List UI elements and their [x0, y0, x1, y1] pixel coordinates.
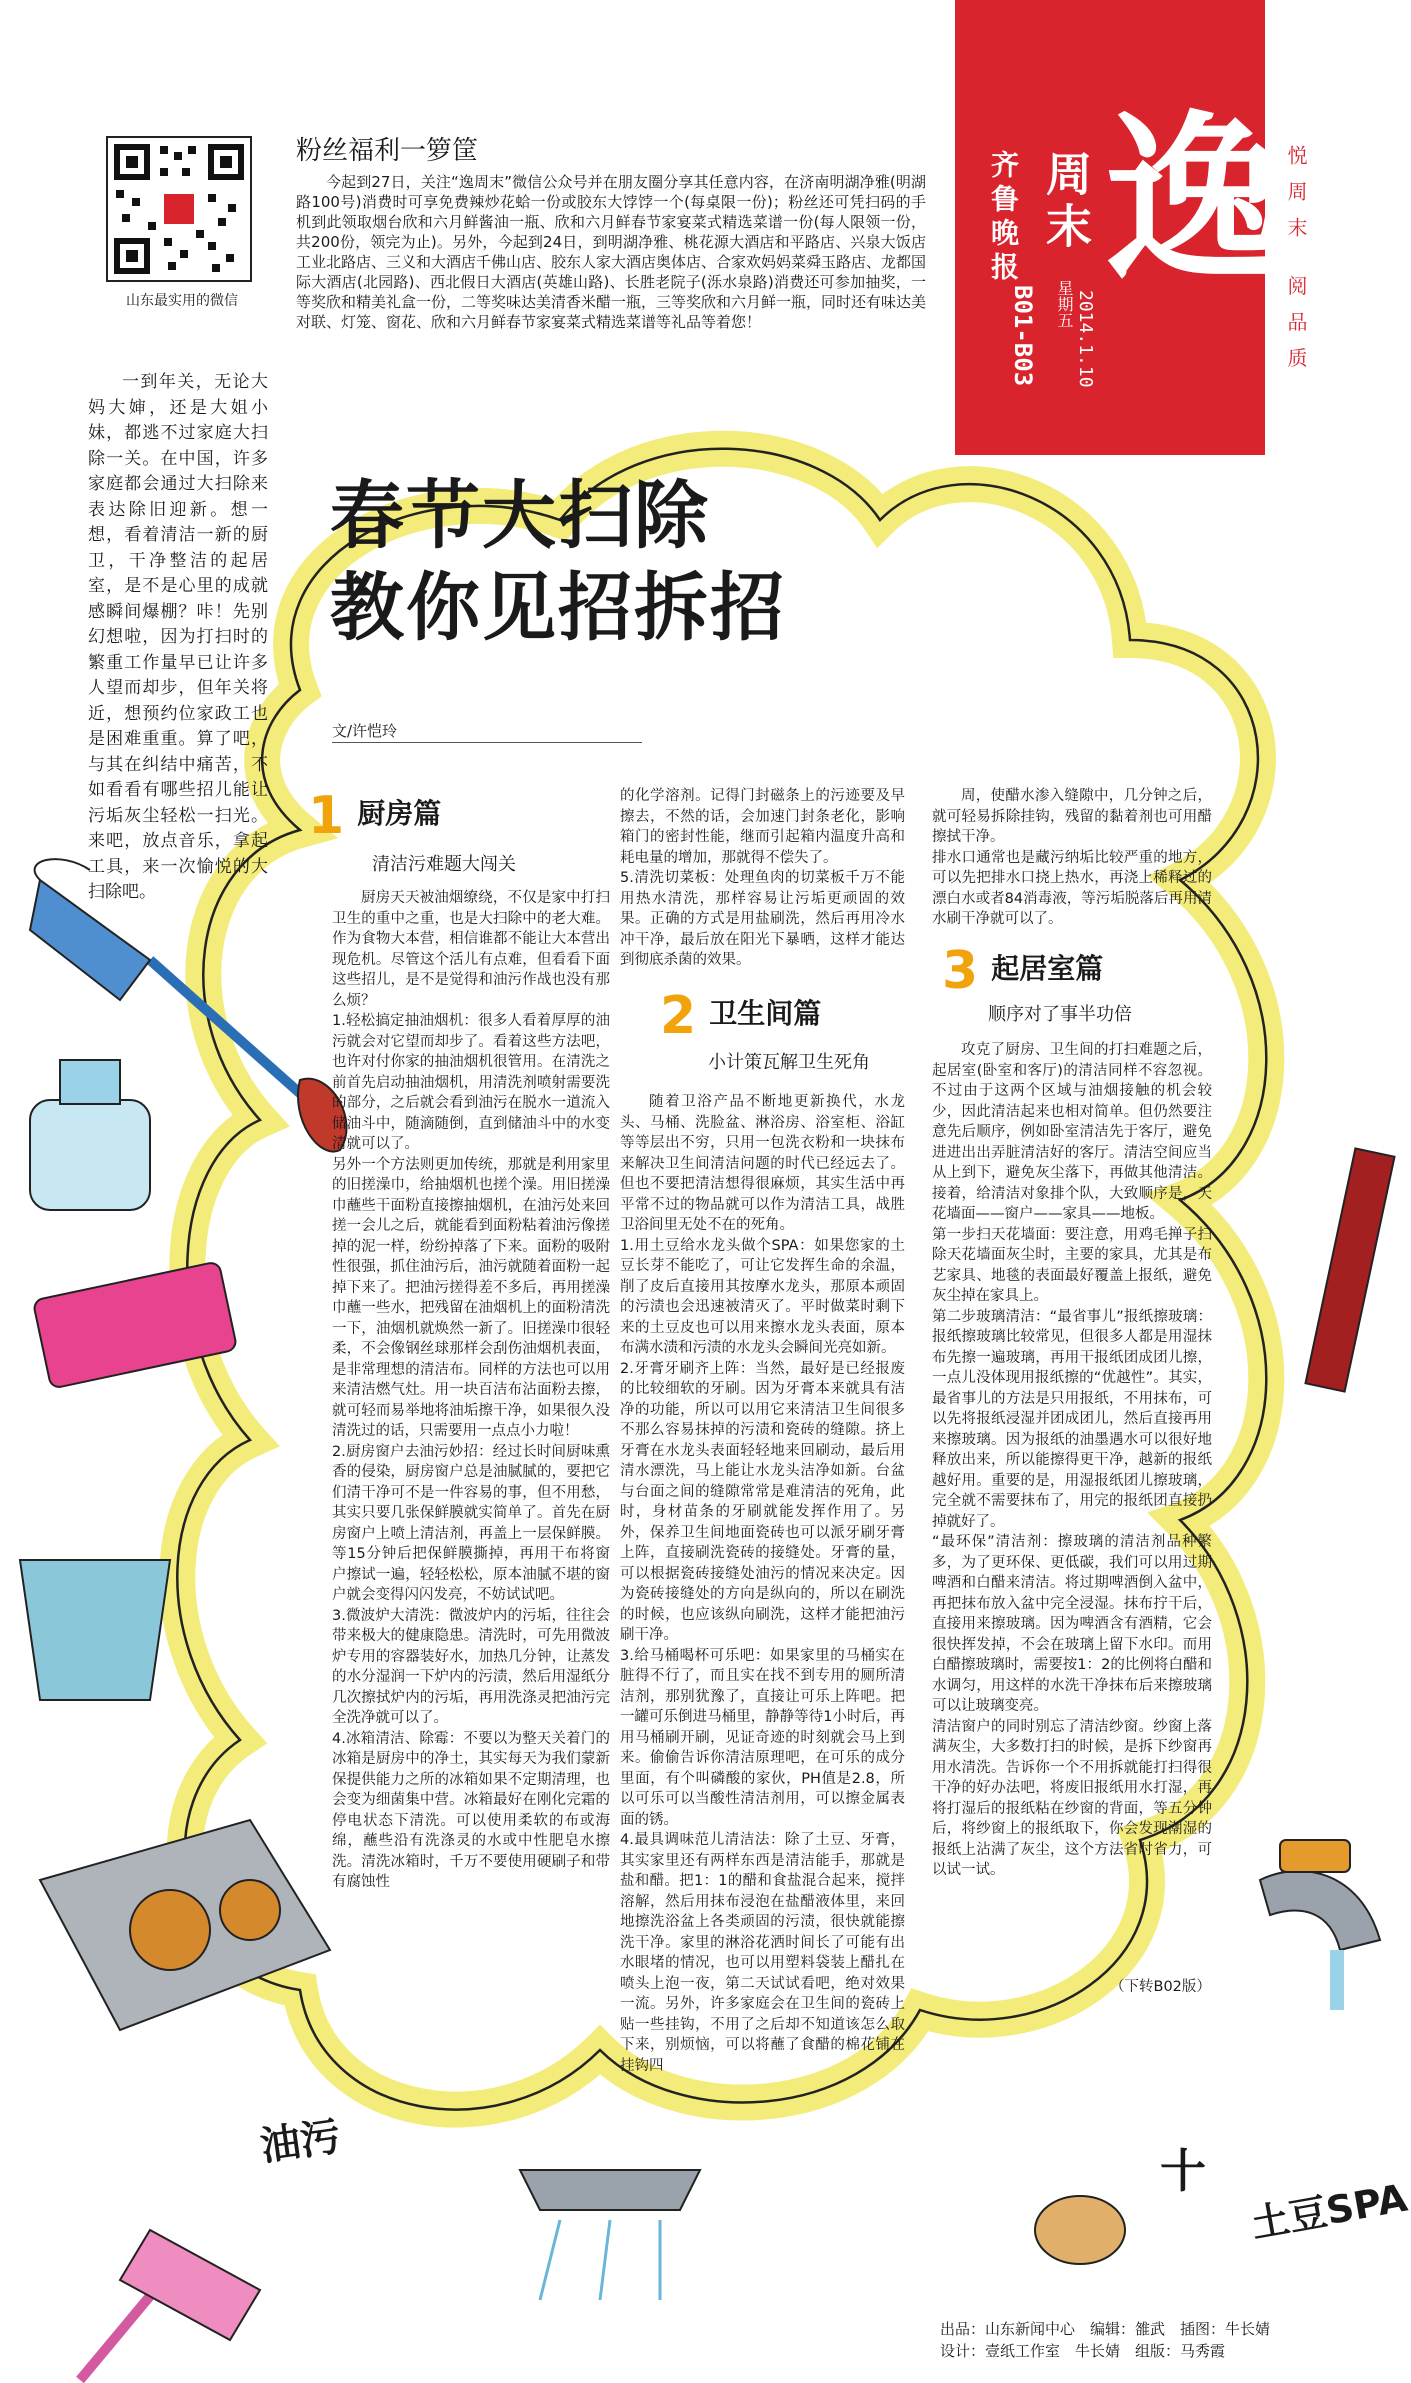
byline: 文/许恺玲 [332, 722, 398, 740]
section-3-title: 起居室篇 [991, 952, 1104, 985]
weekday: 星期五 [1055, 280, 1074, 328]
plus-label: 十 [1160, 2144, 1206, 2198]
bucket-drawing [20, 1560, 170, 1700]
bathroom-column-continued: 周，使醋水渗入缝隙中，几分钟之后，就可轻易拆除挂钩，残留的黏着剂也可用醋擦拭干净。 排水口通常也是藏污纳垢比较严重的地方，可以先把排水口挠上热水，再浇上稀释过的漂白水或者84消毒液，等污垢脱落后再用清水刷干净就可以了。 [932, 788, 1212, 927]
credits-line-1: 出品：山东新闻中心 编辑：雒武 插图：牛长婧 [940, 2320, 1271, 2338]
section-1-number: 1 [308, 786, 345, 846]
issue-date: 2014.1.10 [1075, 290, 1096, 388]
paper-name: 齐鲁晚报 [987, 150, 1020, 286]
page-range: B01-B03 [1009, 285, 1037, 387]
credits [940, 2318, 1270, 2362]
section-name: 周末 [1039, 150, 1093, 254]
masthead [955, 0, 1286, 455]
faucet-drawing [1260, 1840, 1380, 2010]
section-3-subtitle: 顺序对了事半功倍 [988, 1004, 1132, 1025]
section-2-subtitle: 小计策瓦解卫生死角 [708, 1052, 870, 1073]
section-2-title: 卫生间篇 [709, 997, 822, 1030]
kitchen-column: 厨房天天被油烟缭绕，不仅是家中打扫卫生的重中之重，也是大扫除中的老大难。作为食物大本营，相信谁都不能让大本营出现危机。尽管这个活儿有点难，但看看下面这些招儿，是不是觉得和油污作战也没有那么烦？ 1.轻松搞定抽油烟机：很多人看着厚厚的油污就会对它望而却步了。看着这些方法吧，也许对付你家的抽油烟机很管用。在清洗之前首先启动抽油烟机，用清洗剂喷射需要洗的部分，之后就会看到油污在脱水一道流入储油斗中，随滴随倒，直到储油斗中的水变清就可以了。 另外一个方法则更加传统，那就是利用家里的旧搓澡巾，给抽烟机也搓个澡。用旧搓澡巾蘸些干面粉直接擦抽烟机，在油污处来回搓一会儿之后，就能看到面粉粘着油污像搓掉的泥一样，纷纷掉落了下来。面粉的吸附性很强，抓住油污后，油污就随着面粉一起掉下来了。把油污搓得差不多后，再用搓澡巾蘸一些水，把残留在油烟机上的面粉清洗一下，油烟机就焕然一新了。旧搓澡巾很轻柔，不会像钢丝球那样会刮伤油烟机表面，是非常理想的清洁布。同样的方法也可以用来清洁燃气灶。用一块百洁布沾面粉去擦，就可轻而易举地将油垢擦干净，如果很久没清洗过的话，只需要用一点点小力啦！ 2.厨房窗户去油污妙招：经过长时间厨味熏香的侵染，厨房窗户总是油腻腻的，要把它们清干净可不是一件容易的事，但不用愁，其实只要几张保鲜膜就实简单了。首先在厨房窗户上喷上清洁剂，再盖上一层保鲜膜。等15分钟后把保鲜膜撕掉，再用干布将窗户擦试一遍，轻轻松松，原本油腻不堪的窗户就会变得闪闪发亮，不妨试试吧。 3.微波炉大清洗：微波炉内的污垢，往往会带来极大的健康隐患。清洗时，可先用微波炉专用的容器装好水，加热几分钟，让蒸发的水分湿润一下炉内的污渍，然后用湿纸分几次擦拭炉内的污垢，再用洗涤灵把油污完全洗净就可以了。 4.冰箱清洁、除霉：不要以为整天关着门的冰箱是厨房中的净土，其实每天为我们蒙新保提供能力之所的冰箱如果不定期清理，也会变为细菌集中营。冰箱最好在刚化完霜的停电状态下清洗。可以使用柔软的布或海绵，蘸些沿有洗涤灵的水或中性肥皂水擦洗。清洗冰箱时，千万不要使用硬刷子和带有腐蚀性 [332, 890, 610, 1890]
section-1-header [308, 786, 442, 846]
continued-note: （下转B02版） [1110, 1979, 1211, 1995]
headline-line-2: 教你见招拆招 [330, 565, 786, 651]
section-2-header [660, 986, 822, 1046]
bathroom-column: 随着卫浴产品不断地更新换代，水龙头、马桶、洗脸盆、淋浴房、浴室柜、浴缸等等层出不穷，只用一包洗衣粉和一块抹布来解决卫生间清洁问题的时代已经远去了。但也不要把清洁想得很麻烦，其实生活中再平常不过的物品就可以作为清洁工具，战胜卫浴间里无处不在的死角。 1.用土豆给水龙头做个SPA：如果您家的土豆长芽不能吃了，可让它发挥生命的余温，削了皮后直接用其按摩水龙头，那原本顽固的污渍也会迅速被清灭了。平时做菜时剩下来的土豆皮也可以用来擦水龙头表面，原本布满水渍和污渍的水龙头会瞬间光亮如新。 2.牙膏牙刷齐上阵：当然，最好是已经报废的比较细软的牙刷。因为牙膏本来就具有洁净的功能，所以可以用它来清洁卫生间很多不那么容易抹掉的污渍和瓷砖的缝隙。挤上牙膏在水龙头表面轻轻地来回刷动，最后用清水漂洗，马上能让水龙头洁净如新。台盆与台面之间的缝隙常常是难清洁的死角，此时，身材苗条的牙刷就能发挥作用了。另外，保养卫生间地面瓷砖也可以派牙刷牙膏上阵，直接刷洗瓷砖的接缝处。牙膏的量，可以根据瓷砖接缝处油污的情况来决定。因为瓷砖接缝处的方向是纵向的，所以在刷洗的时候，也应该纵向刷洗，这样才能把油污刷干净。 3.给马桶喝杯可乐吧：如果家里的马桶实在脏得不行了，而且实在找不到专用的厕所清洁剂，那别犹豫了，直接让可乐上阵吧。把一罐可乐倒进马桶里，静静等待1小时后，再用马桶刷开刷，见证奇迹的时刻就会马上到来。偷偷告诉你清洁原理吧，在可乐的成分里面，有个叫磷酸的家伙，PH值是2.8，所以可乐可以当酸性清洁剂用，可以擦金属表面的锈。 4.最具调味范儿清洁法：除了土豆、牙膏，其实家里还有两样东西是清洁能手，那就是盐和醋。把1：1的醋和食盐混合起来，搅拌溶解，然后用抹布浸泡在盐醋液体里，来回地擦洗浴盆上各类顽固的污渍，很快就能擦洗干净。家里的淋浴花洒时间长了可能有出水眼堵的情况，也可以用塑料袋装上醋扎在喷头上泡一夜，第二天试试看吧，绝对效果一流。另外，许多家庭会在卫生间的瓷砖上贴一些挂钩，不用了之后却不知道该怎么取下来，别烦恼，可以将蘸了食醋的棉花铺在挂钩四 [620, 1094, 905, 2074]
section-1-subtitle: 清洁污难题大闯关 [372, 854, 516, 875]
headline [330, 470, 786, 654]
plunger-drawing [1305, 1148, 1394, 1391]
oil-label: 油污 [257, 2113, 344, 2171]
qr-code-icon [106, 136, 252, 282]
living-room-column: 攻克了厨房、卫生间的打扫难题之后，起居室(卧室和客厅)的清洁同样不容忽视。不过由于这两个区域与油烟接触的机会较少，因此清洁起来也相对简单。但仍然要注意先后顺序，例如卧室清洁先于客厅，避免进进出出弄脏清洁好的客厅。清洁空间应当从上到下，避免灰尘落下，再做其他清洁。接着，给清洁对象排个队，大致顺序是，天花墙面——窗户——家具——地板。 第一步扫天花墙面：要注意，用鸡毛掸子扫除天花墙面灰尘时，主要的家具，尤其是布艺家具、地毯的表面最好覆盖上报纸，避免灰尘掉在家具上。 第二步玻璃清洁：“最省事儿”报纸擦玻璃：报纸擦玻璃比较常见，但很多人都是用湿抹布先擦一遍玻璃，再用干报纸团成团儿擦，一点儿没体现用报纸擦的“优越性”。其实，最省事儿的方法是只用报纸，不用抹布，可以先将报纸浸湿并团成团儿，然后直接再用来擦玻璃。因为报纸的油墨遇水可以很好地释放出来，所以能擦得更干净，越新的报纸越好用。重要的是，用湿报纸团儿擦玻璃，完全就不需要抹布了，用完的报纸团直接扔掉就好了。 “最环保”清洁剂：擦玻璃的清洁剂品种繁多，为了更环保、更低碳，我们可以用过期啤酒和白醋来清洁。将过期啤酒倒入盆中，再把抹布放入盆中完全浸湿。抹布拧干后，直接用来擦玻璃。因为啤酒含有酒精，它会很快挥发掉，不会在玻璃上留下水印。而用白醋擦玻璃时，需要按1：2的比例将白醋和水调匀，用这样的水洗干净抹布后来擦玻璃可以让玻璃变亮。 清洁窗户的同时别忘了清洁纱窗。纱窗上落满灰尘，大多数打扫的时候，是拆下纱窗再用水清洗。告诉你一个不用拆就能打扫得很干净的好办法吧，将废旧报纸用水打湿，再将打湿后的报纸粘在纱窗的背面，等五分钟后，将纱窗上的报纸取下，你会发现潮湿的报纸上沾满了灰尘，这个方法省时省力，可以试一试。 [932, 1042, 1212, 1878]
credits-line-2: 设计：壹纸工作室 牛长婧 组版：马秀霞 [940, 2342, 1226, 2360]
section-1-title: 厨房篇 [357, 797, 442, 830]
section-2-number: 2 [660, 986, 697, 1046]
shower-drawing [520, 2170, 700, 2300]
tagline: 悦周末 阅品质 [1284, 145, 1308, 384]
potato-drawing [1035, 2196, 1125, 2264]
spray-bottle-drawing [30, 1060, 150, 1210]
intro-paragraph: 一到年关，无论大妈大婶，还是大姐小妹，都逃不过家庭大扫除一关。在中国，许多家庭都会通过大扫除来表达除旧迎新。想一想，看着清洁一新的厨卫，干净整洁的起居室，是不是心里的成就感瞬间爆棚？咔！先别幻想啦，因为打扫时的繁重工作量早已让许多人望而却步，但年关将近，想预约位家政工也是困难重重。算了吧，与其在纠结中痛苦，不如看看有哪些招儿能让污垢灰尘轻松一扫光。来吧，放点音乐，拿起工具，来一次愉悦的大扫除吧。 [88, 372, 268, 902]
qr-caption: 山东最实用的微信 [126, 293, 238, 309]
fans-welfare-title: 粉丝福利一箩筐 [296, 136, 479, 166]
byline-divider [332, 742, 642, 743]
section-3-number: 3 [942, 941, 979, 1001]
kitchen-column-continued: 的化学溶剂。记得门封磁条上的污迹要及早擦去，不然的话，会加速门封条老化，影响箱门的密封性能，继而引起箱内温度升高和耗电量的增加，那就得不偿失了。 5.清洗切菜板：处理鱼肉的切菜板千万不能用热水清洗，那样容易让污垢更顽固的效果。正确的方式是用盐刷洗，然后再用冷水冲干净，最后放在阳光下暴晒，这样才能达到彻底杀菌的效果。 [620, 788, 905, 968]
broom-drawing [80, 2230, 260, 2380]
section-3-header [942, 941, 1104, 1001]
brand-character: 逸 [1105, 94, 1286, 305]
fans-welfare-body: 今起到27日，关注“逸周末”微信公众号并在朋友圈分享其任意内容，在济南明湖净雅(明湖路100号)消费时可享免费辣炒花蛤一份或胶东大饽饽一个(每桌限一份)；粉丝还可凭扫码的手机到此领取烟台欣和六月鲜酱油一瓶、欣和六月鲜春节家宴菜式精选菜谱一份(每人限领一份，共200份，领完为止)。另外，今起到24日，到明湖净雅、桃花源大酒店和平路店、兴泉大饭店工业北路店、三义和大酒店千佛山店、胶东人家大酒店奥体店、合家欢妈妈菜舜玉路店、龙都国际大酒店(北园路)、西北假日大酒店(英雄山路)、长胜老院子(泺水泉路)消费还可参加抽奖，一等奖欣和精美礼盒一份，二等奖味达美清香米醋一瓶，三等奖欣和六月鲜一瓶，同时还有味达美对联、灯笼、窗花、欣和六月鲜春节家宴菜式精选菜谱等礼品等着您！ [296, 173, 927, 331]
potato-spa-label: 土豆SPA [1247, 2175, 1411, 2247]
headline-line-1: 春节大扫除 [330, 473, 710, 559]
